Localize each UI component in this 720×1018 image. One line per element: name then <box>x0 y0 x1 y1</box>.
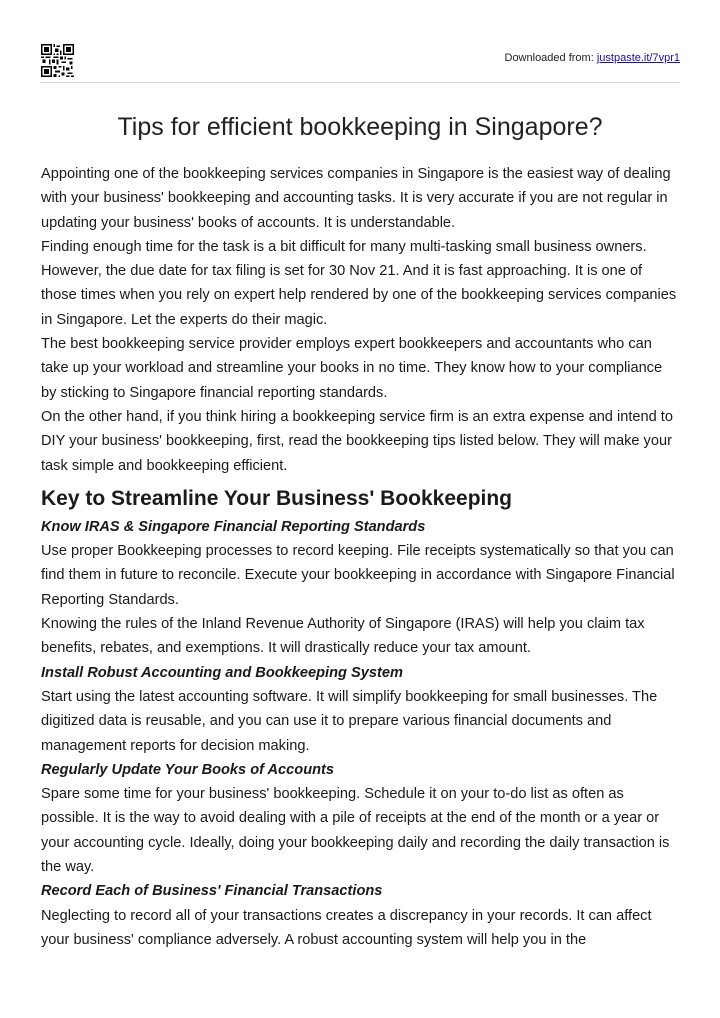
intro-paragraph: Finding enough time for the task is a bit difficult for many multi-tasking small business owners. However, the due date for tax filing is set for 30 Nov 21. And it is fast approaching. It is one of those times when you rely on expert help rendered by one of the bookkeeping services companies in Singapore. Let the experts do their magic. <box>41 238 677 328</box>
body-paragraph: Knowing the rules of the Inland Revenue Authority of Singapore (IRAS) will help you claim tax benefits, rebates, and exemptions. It will drastically reduce your tax amount. <box>41 616 645 657</box>
article-body <box>41 162 681 952</box>
download-source <box>505 52 681 64</box>
source-link[interactable]: justpaste.it/7vpr1 <box>596 52 680 64</box>
intro-paragraph: On the other hand, if you think hiring a bookkeeping service firm is an extra expense and intend to DIY your business' bookkeeping, first, read the bookkeeping tips listed below. They will make your task simple and bookkeeping efficient. <box>41 408 673 474</box>
subsection-heading: Install Robust Accounting and Bookkeeping System <box>41 664 403 681</box>
subsection-heading: Record Each of Business' Financial Transactions <box>41 883 383 900</box>
subsection-heading: Regularly Update Your Books of Accounts <box>41 761 335 778</box>
intro-paragraph: The best bookkeeping service provider employs expert bookkeepers and accountants who can take up your workload and streamline your books in no time. They know how to your compliance by sticking to Singapore financial reporting standards. <box>41 336 663 401</box>
body-paragraph: Spare some time for your business' bookkeeping. Schedule it on your to-do list as often as possible. It is the way to avoid dealing with a pile of receipts at the end of the month or a year or your accounting cycle. Ideally, doing your bookkeeping daily and recording the daily transaction is the way. <box>41 786 670 876</box>
body-paragraph: Use proper Bookkeeping processes to record keeping. File receipts systematically so that you can find them in future to reconcile. Execute your bookkeeping in accordance with Singapore Financial Reporting Standards. <box>41 543 675 608</box>
download-label: Downloaded from: <box>504 52 594 64</box>
body-paragraph: Start using the latest accounting software. It will simplify bookkeeping for small businesses. The digitized data is reusable, and you can use it to prepare various financial documents and management reports for decision making. <box>41 688 658 754</box>
intro-paragraph: Appointing one of the bookkeeping services companies in Singapore is the easiest way of dealing with your business' bookkeeping and accounting tasks. It is very accurate if you are not regular in updating your business' books of accounts. It is understandable. <box>41 166 671 231</box>
body-paragraph: Neglecting to record all of your transactions creates a discrepancy in your records. It can affect your business' compliance adversely. A robust accounting system will help you in the <box>41 907 652 948</box>
header-divider <box>40 82 680 83</box>
section-heading: Key to Streamline Your Business' Bookkeeping <box>41 486 513 510</box>
qr-code-icon <box>41 44 74 77</box>
page-title: Tips for efficient bookkeeping in Singapore? <box>117 113 603 141</box>
subsection-heading: Know IRAS & Singapore Financial Reporting Standards <box>41 518 426 535</box>
